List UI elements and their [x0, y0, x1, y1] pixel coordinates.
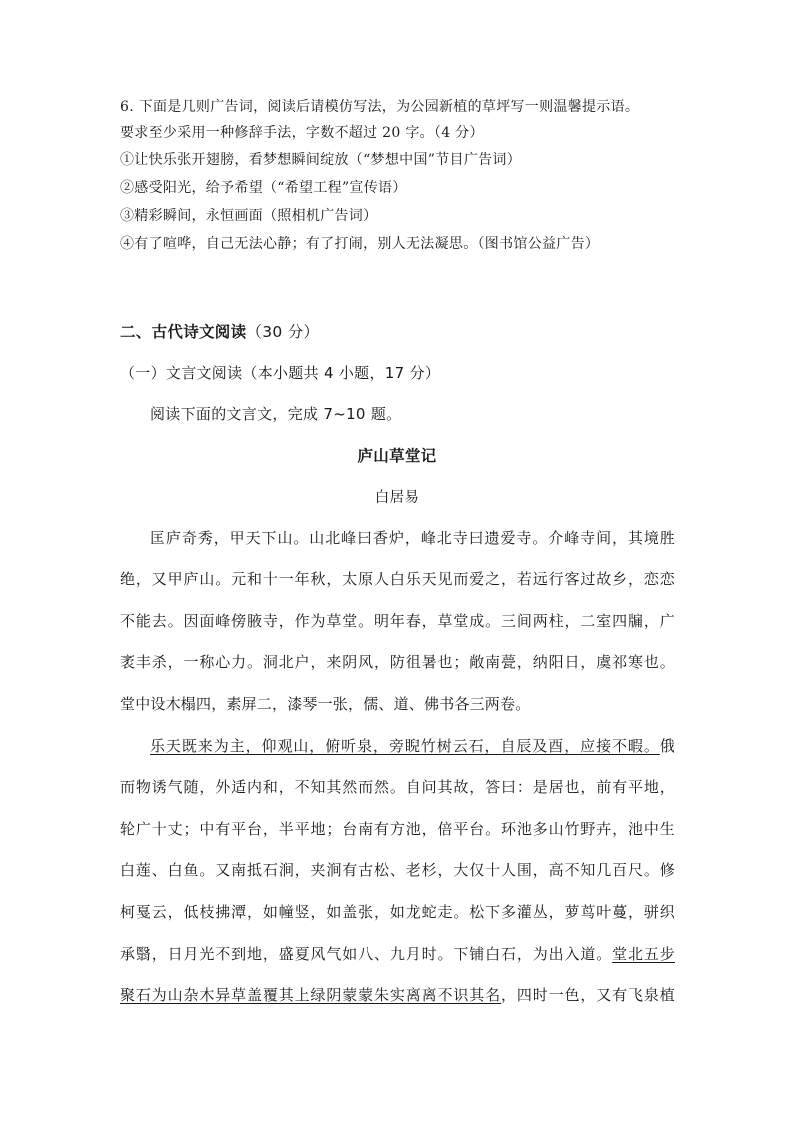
section-title — [120, 320, 319, 342]
underlined-sentence: 乐天既来为主，仰观山，俯听泉，旁睨竹树云石，自辰及酉，应接不暇。 — [150, 737, 660, 755]
passage-line: 袤丰杀，一称心力。洞北户，来阴风，防徂暑也；敞南甍，纳阳日，虞祁寒也。 — [120, 653, 675, 671]
ad-item-4: ④有了喧哗，自己无法心静；有了打闹，别人无法凝思。（图书馆公益广告） — [120, 236, 600, 252]
passage-line-mixed — [120, 984, 675, 1005]
passage-line: 白莲、白鱼。又南抵石涧，夹涧有古松、老杉，大仅十人围，高不知几百尺。修 — [120, 861, 675, 879]
ad-item-2: ②感受阳光，给予希望（“希望工程”宣传语） — [120, 180, 407, 196]
underlined-sentence: 聚石为山杂木异草盖覆其上绿阴蒙蒙朱实离离不识其名 — [120, 986, 502, 1004]
passage-line: 柯戛云，低枝拂潭，如幢竖，如盖张，如龙蛇走。松下多灌丛，萝茑叶蔓，骈织 — [120, 903, 675, 921]
passage-line: 匡庐奇秀，甲天下山。山北峰曰香炉，峰北寺曰遗爱寺。介峰寺间，其境胜 — [150, 529, 675, 547]
passage-text: 下铺白石，为出入道。 — [453, 945, 613, 963]
section-title-text: 二、古代诗文阅读 — [120, 323, 247, 341]
passage-text: ，四时一色，又有飞泉植 — [501, 986, 675, 1004]
passage-text: 承翳，日月光不到地，盛夏风气如八、九月时。 — [120, 945, 454, 963]
passage-line-mixed — [120, 943, 675, 964]
passage-line: 而物诱气随，外适内和，不知其然而然。自问其故，答曰：是居也，前有平地， — [120, 778, 675, 796]
subsection-title: （一）文言文阅读（本小题共 4 小题，17 分） — [120, 364, 441, 382]
passage-line: 绝，又甲庐山。元和十一年秋，太原人白乐天见而爱之，若远行客过故乡，恋恋 — [120, 570, 675, 588]
question-6-line-1: 6. 下面是几则广告词，阅读后请模仿写法，为公园新植的草坪写一则温馨提示语。 — [120, 99, 640, 115]
passage-line-underlined — [150, 735, 675, 756]
question-6-line-2: 要求至少采用一种修辞手法，字数不超过 20 字。（4 分） — [120, 125, 484, 141]
passage-line: 轮广十丈；中有平台，半平地；台南有方池，倍平台。环池多山竹野卉，池中生 — [120, 820, 675, 838]
underlined-sentence: 堂北五步 — [612, 945, 675, 963]
ad-item-1: ①让快乐张开翅膀，看梦想瞬间绽放（“梦想中国”节目广告词） — [120, 152, 522, 168]
section-points: （30 分） — [246, 323, 320, 341]
passage-line: 不能去。因面峰傍腋寺，作为草堂。明年春，草堂成。三间两柱，二室四牖，广 — [120, 612, 675, 630]
ad-item-3: ③精彩瞬间，永恒画面（照相机广告词） — [120, 208, 378, 224]
passage-title: 庐山草堂记 — [357, 447, 437, 465]
passage-text: 俄 — [659, 737, 675, 755]
instruction: 阅读下面的文言文，完成 7~10 题。 — [150, 405, 402, 423]
passage-author: 白居易 — [374, 490, 420, 506]
passage-line: 堂中设木榻四，素屏二，漆琴一张，儒、道、佛书各三两卷。 — [120, 695, 531, 713]
